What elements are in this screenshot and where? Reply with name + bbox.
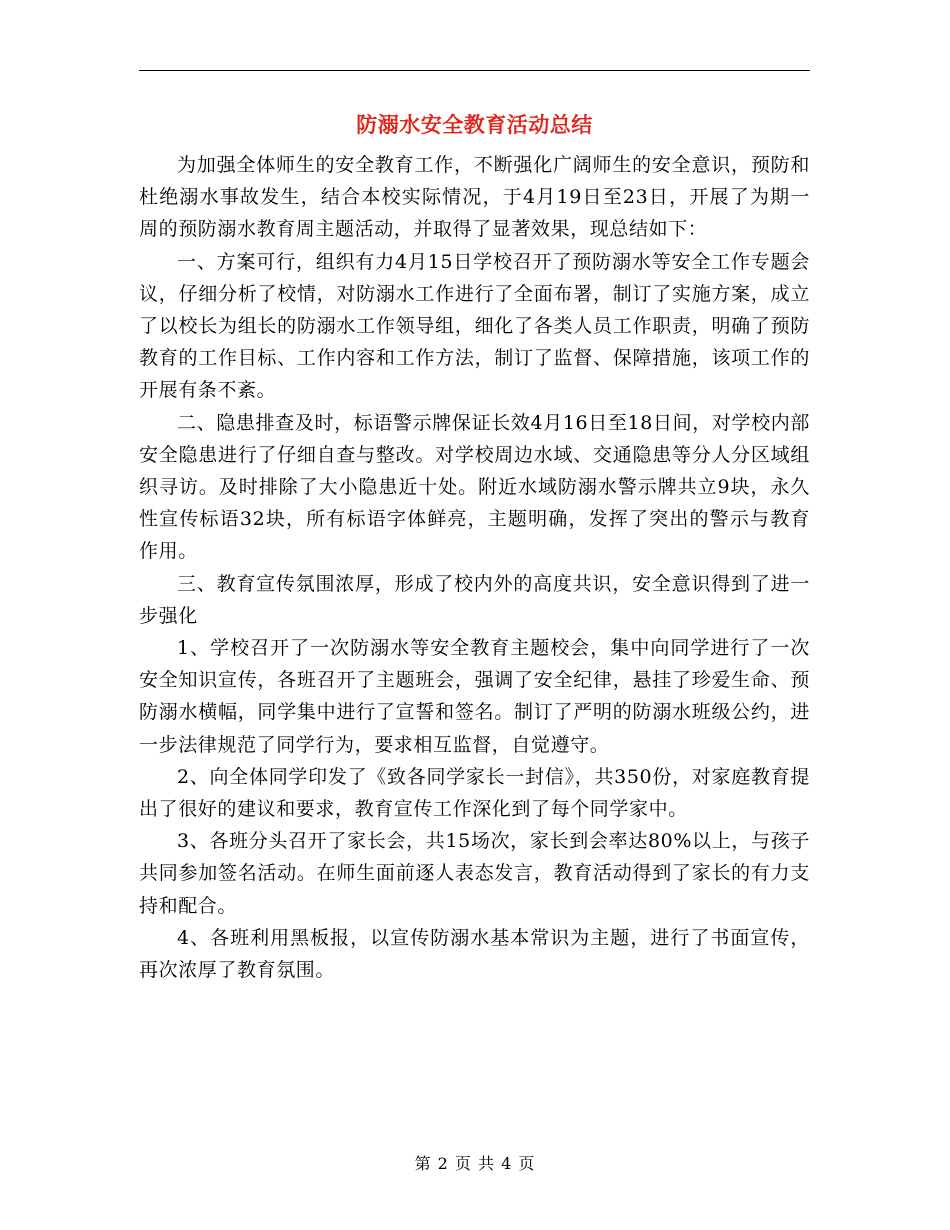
paragraph-intro: 为加强全体师生的安全教育工作，不断强化广阔师生的安全意识，预防和杜绝溺水事故发生，结合本校实际情况，于4月19日至23日，开展了为期一周的预防溺水教育周主题活动，并取得了显著效果，现总结如下： (139, 154, 810, 241)
paragraph-item-4: 4、各班利用黑板报，以宣传防溺水基本常识为主题，进行了书面宣传，再次浓厚了教育氛围。 (139, 926, 810, 982)
paragraph-item-3: 3、各班分头召开了家长会，共15场次，家长到会率达80%以上，与孩子共同参加签名活动。在师生面前逐人表态发言，教育活动得到了家长的有力支持和配合。 (139, 830, 810, 917)
paragraph-section-3-heading: 三、教育宣传氛围浓厚，形成了校内外的高度共识，安全意识得到了进一步强化 (139, 572, 810, 627)
document-body (139, 149, 810, 986)
header-rule (139, 70, 810, 71)
paragraph-item-1: 1、学校召开了一次防溺水等安全教育主题校会，集中向同学进行了一次安全知识宣传，各班召开了主题班会，强调了安全纪律，悬挂了珍爱生命、预防溺水横幅，同学集中进行了宣誓和签名。制订了严明的防溺水班级公约，进一步法律规范了同学行为，要求相互监督，自觉遵守。 (139, 637, 810, 756)
paragraph-section-2: 二、隐患排查及时，标语警示牌保证长效4月16日至18日间，对学校内部安全隐患进行了仔细自查与整改。对学校周边水域、交通隐患等分人分区域组织寻访。及时排除了大小隐患近十处。附近水域防溺水警示牌共立9块，永久性宣传标语32块，所有标语字体鲜亮，主题明确，发挥了突出的警示与教育作用。 (139, 411, 810, 563)
page-number-footer: 第 2 页 共 4 页 (414, 1154, 536, 1173)
paragraph-item-2: 2、向全体同学印发了《致各同学家长一封信》，共350份，对家庭教育提出了很好的建议和要求，教育宣传工作深化到了每个同学家中。 (139, 765, 810, 821)
paragraph-section-1: 一、方案可行，组织有力4月15日学校召开了预防溺水等安全工作专题会议，仔细分析了校情，对防溺水工作进行了全面布署，制订了实施方案，成立了以校长为组长的防溺水工作领导组，细化了各类人员工作职责，明确了预防教育的工作目标、工作内容和工作方法，制订了监督、保障措施，该项工作的开展有条不紊。 (139, 250, 810, 402)
document-title: 防溺水安全教育活动总结 (356, 112, 593, 137)
